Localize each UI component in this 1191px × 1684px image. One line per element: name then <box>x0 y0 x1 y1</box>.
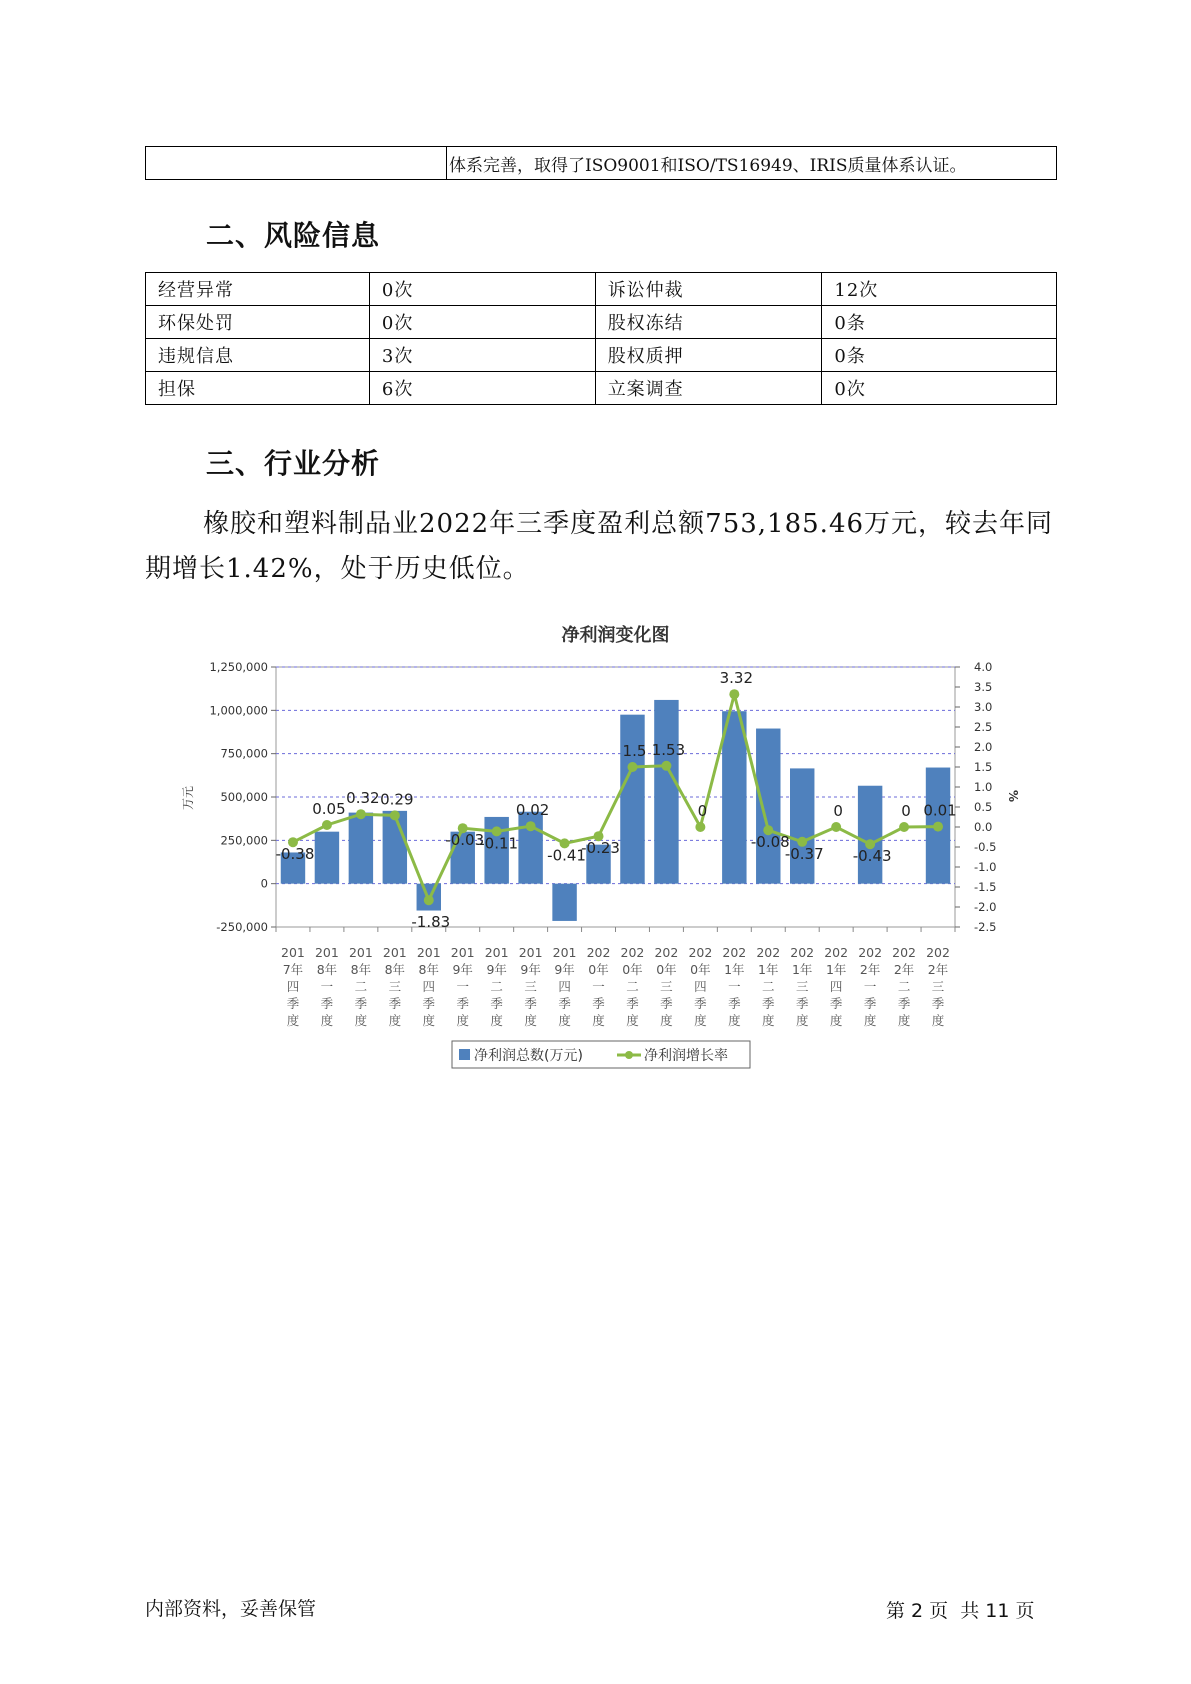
section-title-risk: 二、风险信息 <box>206 219 381 252</box>
x-tick-label: 9年 <box>452 962 473 977</box>
bar-net-profit <box>790 768 814 883</box>
y2-tick-label: 0.5 <box>974 800 993 814</box>
growth-rate-point <box>390 810 400 820</box>
x-tick-label: 9年 <box>554 962 575 977</box>
bar-net-profit <box>315 832 339 884</box>
growth-rate-point <box>933 822 943 832</box>
x-tick-label: 三 <box>524 979 537 994</box>
risk-item-value: 0条 <box>822 306 1057 339</box>
x-tick-label: 季 <box>524 996 537 1011</box>
x-tick-label: 8年 <box>350 962 372 977</box>
risk-item-label: 经营异常 <box>146 273 370 306</box>
y-tick-label: 500,000 <box>220 790 268 804</box>
growth-rate-data-label: -0.03 <box>445 831 485 850</box>
x-tick-label: 季 <box>354 996 368 1011</box>
legend-label-growth-rate: 净利润增长率 <box>644 1048 728 1064</box>
x-tick-label: 四 <box>829 979 843 994</box>
x-tick-label: 季 <box>660 996 673 1011</box>
legend-label-net-profit: 净利润总数(万元) <box>474 1048 583 1064</box>
growth-rate-point <box>526 821 536 831</box>
x-tick-label: 202 <box>858 945 883 960</box>
x-tick-label: 季 <box>490 996 503 1011</box>
risk-item-value: 0次 <box>822 372 1057 405</box>
x-tick-label: 1年 <box>758 962 779 977</box>
growth-rate-data-label: 0 <box>697 802 708 820</box>
y2-tick-label: -1.0 <box>974 860 997 874</box>
bar-net-profit <box>620 715 644 884</box>
growth-rate-data-label: -0.41 <box>547 846 586 865</box>
x-tick-label: 度 <box>762 1013 775 1028</box>
x-tick-label: 季 <box>422 996 436 1011</box>
x-tick-label: 度 <box>829 1013 843 1028</box>
x-tick-label: 一 <box>592 979 605 994</box>
growth-rate-point <box>627 762 637 772</box>
x-tick-label: 三 <box>795 979 809 994</box>
growth-rate-point <box>356 809 366 819</box>
x-tick-label: 四 <box>422 979 436 994</box>
paragraph-line-2: 期增长1.42%，处于历史低位。 <box>145 554 530 584</box>
x-tick-label: 201 <box>281 945 305 960</box>
bar-net-profit <box>349 813 373 884</box>
x-tick-label: 202 <box>756 945 781 960</box>
y2-tick-label: 2.5 <box>974 720 993 734</box>
x-tick-label: 201 <box>416 945 441 960</box>
x-tick-label: 三 <box>931 979 945 994</box>
x-tick-label: 二 <box>897 979 911 994</box>
footer-left: 内部资料，妥善保管 <box>145 1598 317 1620</box>
x-tick-label: 度 <box>626 1013 639 1028</box>
risk-item-value: 6次 <box>369 372 595 405</box>
x-tick-label: 202 <box>892 945 917 960</box>
paragraph-line-1: 橡胶和塑料制品业2022年三季度盈利总额753,185.46万元，较去年同 <box>203 509 1054 539</box>
growth-rate-point <box>661 761 671 771</box>
x-tick-label: 度 <box>388 1013 402 1028</box>
risk-item-value: 0次 <box>369 306 595 339</box>
bar-net-profit <box>552 884 576 921</box>
x-tick-label: 202 <box>824 945 849 960</box>
x-tick-label: 8年 <box>384 962 406 977</box>
x-tick-label: 季 <box>286 996 300 1011</box>
y-tick-label: 1,250,000 <box>209 660 268 674</box>
risk-item-label: 担保 <box>146 372 370 405</box>
x-tick-label: 1年 <box>791 962 813 977</box>
y2-tick-label: 0.0 <box>974 820 993 834</box>
x-tick-label: 2年 <box>927 962 949 977</box>
x-tick-label: 2年 <box>859 962 881 977</box>
bar-net-profit <box>383 811 407 884</box>
x-tick-label: 202 <box>586 945 611 960</box>
x-tick-label: 季 <box>795 996 809 1011</box>
bar-net-profit <box>756 729 780 884</box>
growth-rate-data-label: 0.32 <box>346 789 380 808</box>
growth-rate-point <box>424 895 434 905</box>
x-tick-label: 202 <box>654 945 679 960</box>
y2-tick-label: -1.5 <box>974 880 997 894</box>
x-tick-label: 202 <box>688 945 713 960</box>
growth-rate-data-label: 0.29 <box>380 790 414 809</box>
x-tick-label: 度 <box>660 1013 673 1028</box>
x-tick-label: 度 <box>558 1013 571 1028</box>
growth-rate-data-label: -1.83 <box>411 913 451 932</box>
x-tick-label: 二 <box>762 979 775 994</box>
x-tick-label: 一 <box>728 979 741 994</box>
y2-tick-label: -2.5 <box>974 920 997 934</box>
y2-tick-label: -0.5 <box>974 840 997 854</box>
growth-rate-point <box>729 689 739 699</box>
growth-rate-point <box>899 822 909 832</box>
x-tick-label: 三 <box>388 979 402 994</box>
x-tick-label: 8年 <box>316 962 338 977</box>
x-tick-label: 度 <box>897 1013 911 1028</box>
y-tick-label: -250,000 <box>216 920 268 934</box>
y2-tick-label: -2.0 <box>974 900 997 914</box>
y2-tick-label: 1.5 <box>974 760 993 774</box>
x-tick-label: 二 <box>354 979 368 994</box>
y2-tick-label: 3.0 <box>974 700 993 714</box>
y2-tick-label: 3.5 <box>974 680 993 694</box>
x-tick-label: 一 <box>863 979 877 994</box>
legend-swatch-marker <box>625 1051 633 1059</box>
risk-item-label: 诉讼仲裁 <box>595 273 822 306</box>
growth-rate-data-label: 1.5 <box>622 742 647 760</box>
risk-item-value: 0条 <box>822 339 1057 372</box>
x-tick-label: 度 <box>422 1013 436 1028</box>
x-tick-label: 度 <box>524 1013 537 1028</box>
x-tick-label: 四 <box>286 979 300 994</box>
y-tick-label: 250,000 <box>220 833 268 848</box>
x-tick-label: 度 <box>490 1013 503 1028</box>
growth-rate-data-label: 3.32 <box>719 669 754 688</box>
x-tick-label: 二 <box>490 979 503 994</box>
risk-item-value: 12次 <box>822 273 1057 306</box>
x-tick-label: 7年 <box>282 962 304 977</box>
growth-rate-data-label: -0.43 <box>852 847 892 866</box>
x-tick-label: 2年 <box>893 962 915 977</box>
top-table-right-cell: 体系完善，取得了ISO9001和ISO/TS16949、IRIS质量体系认证。 <box>447 147 1057 180</box>
x-tick-label: 二 <box>626 979 639 994</box>
y2-axis-label: % <box>1006 789 1020 803</box>
growth-rate-data-label: -0.08 <box>750 833 790 852</box>
x-tick-label: 季 <box>558 996 571 1011</box>
x-tick-label: 1年 <box>724 962 745 977</box>
x-tick-label: 度 <box>320 1013 334 1028</box>
x-tick-label: 四 <box>558 979 571 994</box>
y-tick-label: 750,000 <box>220 746 268 761</box>
x-tick-label: 季 <box>456 996 469 1011</box>
x-tick-label: 202 <box>620 945 645 960</box>
risk-item-label: 环保处罚 <box>146 306 370 339</box>
x-tick-label: 202 <box>722 945 747 960</box>
growth-rate-data-label: 0.05 <box>312 800 346 818</box>
risk-item-value: 3次 <box>369 339 595 372</box>
bar-net-profit <box>722 711 746 883</box>
x-tick-label: 0年 <box>588 962 609 977</box>
x-tick-label: 季 <box>863 996 877 1011</box>
growth-rate-data-label: -0.38 <box>275 845 315 864</box>
growth-rate-data-label: 0 <box>833 802 843 820</box>
x-tick-label: 一 <box>320 979 334 994</box>
x-tick-label: 度 <box>795 1013 809 1028</box>
x-tick-label: 9年 <box>520 962 541 977</box>
x-tick-label: 202 <box>926 945 950 960</box>
risk-item-label: 股权质押 <box>595 339 822 372</box>
x-tick-label: 201 <box>484 945 509 960</box>
x-tick-label: 度 <box>863 1013 877 1028</box>
x-tick-label: 202 <box>790 945 815 960</box>
growth-rate-point <box>831 822 841 832</box>
x-tick-label: 一 <box>456 979 469 994</box>
x-tick-label: 度 <box>354 1013 368 1028</box>
x-tick-label: 季 <box>762 996 775 1011</box>
y-tick-label: 1,000,000 <box>209 703 268 718</box>
x-tick-label: 季 <box>694 996 707 1011</box>
x-tick-label: 四 <box>694 979 707 994</box>
x-tick-label: 三 <box>660 979 673 994</box>
y-axis-label: 万元 <box>181 785 195 811</box>
x-tick-label: 度 <box>456 1013 469 1028</box>
footer-right: 第 2 页 共 11 页 <box>886 1600 1035 1622</box>
x-tick-label: 度 <box>728 1013 741 1028</box>
x-tick-label: 0年 <box>690 962 711 977</box>
x-tick-label: 度 <box>931 1013 945 1028</box>
x-tick-label: 201 <box>552 945 577 960</box>
growth-rate-point <box>322 820 332 830</box>
x-tick-label: 季 <box>931 996 945 1011</box>
x-tick-label: 9年 <box>486 962 507 977</box>
growth-rate-data-label: 0 <box>901 802 911 820</box>
x-tick-label: 0年 <box>622 962 643 977</box>
x-tick-label: 度 <box>592 1013 605 1028</box>
bar-net-profit <box>858 786 882 884</box>
x-tick-label: 201 <box>450 945 475 960</box>
x-tick-label: 1年 <box>825 962 847 977</box>
risk-item-label: 立案调查 <box>595 372 822 405</box>
x-tick-label: 201 <box>348 945 373 960</box>
x-tick-label: 季 <box>626 996 639 1011</box>
risk-item-label: 股权冻结 <box>595 306 822 339</box>
growth-rate-data-label: 0.02 <box>515 801 550 820</box>
y2-tick-label: 1.0 <box>974 780 993 794</box>
x-tick-label: 度 <box>694 1013 707 1028</box>
x-tick-label: 季 <box>897 996 911 1011</box>
risk-item-label: 违规信息 <box>146 339 370 372</box>
x-tick-label: 8年 <box>418 962 440 977</box>
growth-rate-point <box>695 822 705 832</box>
x-tick-label: 季 <box>388 996 402 1011</box>
x-tick-label: 201 <box>382 945 407 960</box>
y2-tick-label: 2.0 <box>974 740 993 754</box>
y2-tick-label: 4.0 <box>974 660 993 674</box>
growth-rate-data-label: 0.01 <box>923 801 957 820</box>
bar-net-profit <box>654 700 678 884</box>
legend-swatch-bar <box>459 1049 470 1060</box>
growth-rate-data-label: 1.53 <box>651 740 686 759</box>
x-tick-label: 度 <box>286 1013 300 1028</box>
x-tick-label: 201 <box>518 945 543 960</box>
x-tick-label: 季 <box>320 996 334 1011</box>
x-tick-label: 0年 <box>656 962 677 977</box>
growth-rate-data-label: -0.23 <box>581 839 620 858</box>
x-tick-label: 季 <box>592 996 605 1011</box>
risk-item-value: 0次 <box>369 273 595 306</box>
chart-title: 净利润变化图 <box>561 625 670 646</box>
y-tick-label: 0 <box>260 876 268 891</box>
x-tick-label: 季 <box>829 996 843 1011</box>
growth-rate-data-label: -0.37 <box>784 844 824 863</box>
growth-rate-data-label: -0.11 <box>479 834 519 853</box>
section-title-industry: 三、行业分析 <box>206 447 381 480</box>
x-tick-label: 201 <box>314 945 339 960</box>
x-tick-label: 季 <box>728 996 741 1011</box>
